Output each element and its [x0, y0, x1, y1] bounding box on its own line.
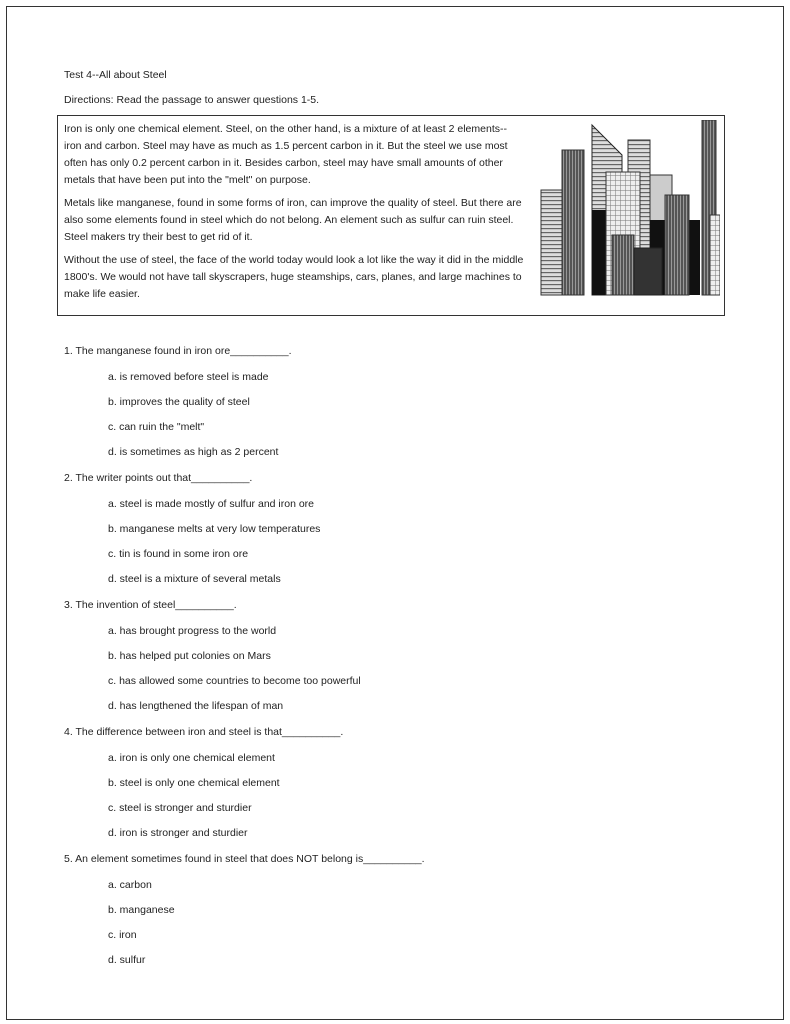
answer-option: c. iron	[108, 929, 137, 941]
answer-option: d. steel is a mixture of several metals	[108, 573, 281, 585]
answer-option: a. iron is only one chemical element	[108, 752, 275, 764]
answer-option: d. is sometimes as high as 2 percent	[108, 446, 279, 458]
answer-option: c. has allowed some countries to become too powerful	[108, 675, 361, 687]
question-text: 3. The invention of steel__________.	[64, 599, 237, 611]
answer-option: a. carbon	[108, 879, 152, 891]
answer-option: d. has lengthened the lifespan of man	[108, 700, 284, 712]
question-text: 1. The manganese found in iron ore__________.	[64, 345, 292, 357]
answer-option: a. has brought progress to the world	[108, 625, 277, 637]
answer-option: c. steel is stronger and sturdier	[108, 802, 252, 814]
answer-option: a. is removed before steel is made	[108, 371, 269, 383]
answer-option: b. improves the quality of steel	[108, 396, 250, 408]
passage-paragraph: Without the use of steel, the face of the world today would look a lot like the way it did in the middle 1800's. We would not have tall skyscrapers, huge steamships, cars, planes, and large machines to make life easier.	[64, 254, 524, 300]
answer-option: b. manganese melts at very low temperatures	[108, 523, 321, 535]
answer-option: b. manganese	[108, 904, 175, 916]
answer-option: b. steel is only one chemical element	[108, 777, 280, 789]
question-text: 4. The difference between iron and steel is that__________.	[64, 726, 344, 738]
worksheet-title: Test 4--All about Steel	[64, 69, 167, 81]
passage-paragraph: Metals like manganese, found in some forms of iron, can improve the quality of steel. But there are also some elements found in steel which do not belong. An element such as sulfur can ruin steel. Steel makers try their best to get rid of it.	[64, 197, 522, 243]
question-text: 2. The writer points out that__________.	[64, 472, 253, 484]
passage-paragraph: Iron is only one chemical element. Steel, on the other hand, is a mixture of at least 2 elements--iron and carbon. Steel may have as much as 1.5 percent carbon in it. But the steel we use most often has only 0.2 percent carbon in it. Besides carbon, steel may have small amounts of other metals that have been put into the "melt" on purpose.	[64, 123, 508, 186]
answer-option: d. iron is stronger and sturdier	[108, 827, 248, 839]
answer-option: c. can ruin the "melt"	[108, 421, 205, 433]
answer-option: b. has helped put colonies on Mars	[108, 650, 271, 662]
question-text: 5. An element sometimes found in steel that does NOT belong is__________.	[64, 853, 425, 865]
skyscrapers-illustration	[530, 120, 720, 300]
answer-option: c. tin is found in some iron ore	[108, 548, 249, 560]
answer-option: d. sulfur	[108, 954, 146, 966]
answer-option: a. steel is made mostly of sulfur and iron ore	[108, 498, 315, 510]
directions: Directions: Read the passage to answer questions 1-5.	[64, 94, 320, 106]
